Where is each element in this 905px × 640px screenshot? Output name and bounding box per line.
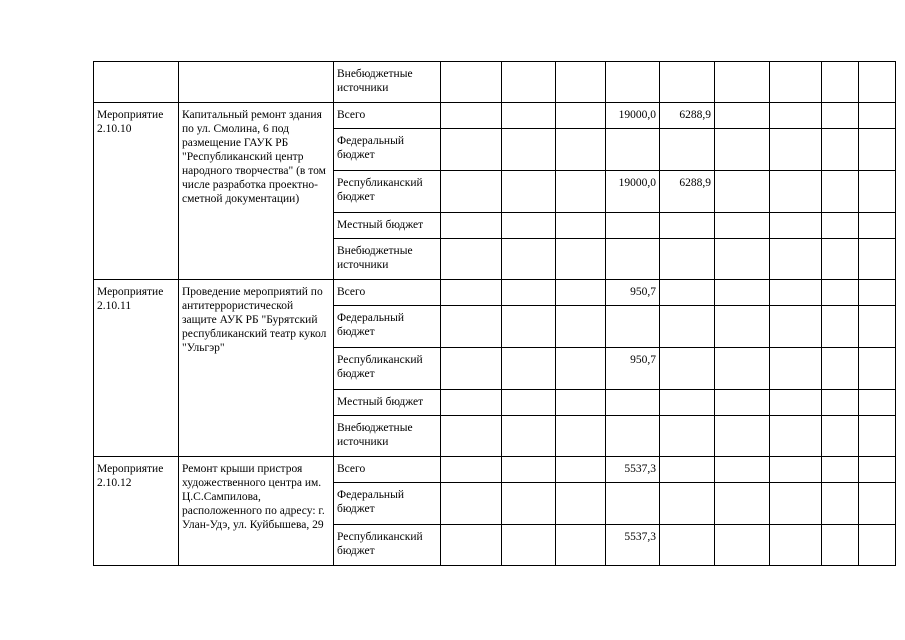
value-cell [556, 390, 606, 416]
value-cell [770, 213, 822, 239]
table-row [94, 103, 896, 129]
value-cell [556, 129, 606, 171]
value-cell [770, 457, 822, 483]
value-cell [770, 525, 822, 566]
value-cell [556, 348, 606, 390]
value-cell [606, 306, 660, 348]
value-cell [859, 390, 896, 416]
funding-source-cell: Внебюджетные источники [334, 62, 441, 103]
activity-cell: Мероприятие 2.10.11 [94, 280, 179, 457]
value-cell [660, 348, 715, 390]
value-cell [556, 62, 606, 103]
value-cell [859, 103, 896, 129]
funding-source-cell: Федеральный бюджет [334, 129, 441, 171]
value-cell [660, 62, 715, 103]
value-cell [715, 483, 770, 525]
funding-source-cell: Федеральный бюджет [334, 483, 441, 525]
value-cell [556, 213, 606, 239]
description-cell [179, 62, 334, 103]
value-cell [606, 213, 660, 239]
value-cell [715, 525, 770, 566]
value-cell [715, 239, 770, 280]
value-cell [441, 129, 502, 171]
value-cell [822, 129, 859, 171]
value-cell [556, 239, 606, 280]
value-cell [770, 171, 822, 213]
description-cell: Капитальный ремонт здания по ул. Смолина, 6 под размещение ГАУК РБ "Республиканский центр народного творчества" (в том числе разработка проектно-сметной документации) [179, 103, 334, 280]
value-cell [441, 483, 502, 525]
description-cell: Проведение мероприятий по антитеррористической защите АУК РБ "Бурятский республиканский театр кукол "Ульгэр" [179, 280, 334, 457]
value-cell [556, 280, 606, 306]
value-cell [502, 483, 556, 525]
value-cell [822, 62, 859, 103]
value-cell [822, 390, 859, 416]
value-cell [441, 457, 502, 483]
value-cell [822, 280, 859, 306]
value-cell [859, 457, 896, 483]
table-row [94, 280, 896, 306]
value-cell [859, 348, 896, 390]
value-cell [660, 129, 715, 171]
value-cell [822, 306, 859, 348]
value-cell [715, 213, 770, 239]
value-cell [822, 348, 859, 390]
value-cell [859, 62, 896, 103]
value-cell [770, 348, 822, 390]
value-cell [715, 348, 770, 390]
value-cell [441, 416, 502, 457]
value-cell [441, 239, 502, 280]
value-cell [606, 129, 660, 171]
value-cell [502, 457, 556, 483]
activity-cell [94, 62, 179, 103]
value-cell [660, 280, 715, 306]
value-cell [715, 171, 770, 213]
table-row [94, 457, 896, 483]
value-cell [770, 306, 822, 348]
value-cell [502, 280, 556, 306]
value-cell [715, 129, 770, 171]
funding-source-cell: Республиканский бюджет [334, 348, 441, 390]
funding-source-cell: Местный бюджет [334, 390, 441, 416]
value-cell [502, 129, 556, 171]
value-cell [822, 213, 859, 239]
value-cell [859, 213, 896, 239]
funding-source-cell: Федеральный бюджет [334, 306, 441, 348]
funding-source-cell: Всего [334, 280, 441, 306]
value-cell [770, 483, 822, 525]
value-cell [441, 103, 502, 129]
funding-source-cell: Внебюджетные источники [334, 239, 441, 280]
value-cell [502, 62, 556, 103]
value-cell [715, 416, 770, 457]
funding-source-cell: Внебюджетные источники [334, 416, 441, 457]
value-cell [441, 306, 502, 348]
value-cell: 5537,3 [606, 457, 660, 483]
value-cell [822, 483, 859, 525]
funding-source-cell: Республиканский бюджет [334, 171, 441, 213]
funding-source-cell: Всего [334, 457, 441, 483]
value-cell: 5537,3 [606, 525, 660, 566]
value-cell [770, 103, 822, 129]
value-cell: 19000,0 [606, 171, 660, 213]
activity-cell: Мероприятие 2.10.12 [94, 457, 179, 566]
value-cell [502, 348, 556, 390]
value-cell [660, 483, 715, 525]
value-cell [822, 103, 859, 129]
value-cell [715, 306, 770, 348]
value-cell [502, 239, 556, 280]
value-cell [859, 280, 896, 306]
value-cell [606, 239, 660, 280]
value-cell [606, 416, 660, 457]
value-cell [770, 129, 822, 171]
value-cell [859, 416, 896, 457]
value-cell [822, 457, 859, 483]
value-cell [859, 171, 896, 213]
value-cell [606, 483, 660, 525]
value-cell [859, 129, 896, 171]
value-cell [660, 213, 715, 239]
value-cell [502, 171, 556, 213]
value-cell [502, 525, 556, 566]
value-cell [556, 171, 606, 213]
value-cell: 19000,0 [606, 103, 660, 129]
value-cell [859, 306, 896, 348]
value-cell [606, 390, 660, 416]
value-cell [660, 457, 715, 483]
value-cell [770, 390, 822, 416]
value-cell [441, 171, 502, 213]
value-cell [556, 457, 606, 483]
value-cell [441, 525, 502, 566]
value-cell [822, 525, 859, 566]
funding-source-cell: Местный бюджет [334, 213, 441, 239]
value-cell [441, 348, 502, 390]
value-cell [556, 416, 606, 457]
value-cell [770, 280, 822, 306]
value-cell [859, 525, 896, 566]
value-cell [715, 390, 770, 416]
value-cell [822, 416, 859, 457]
value-cell [556, 525, 606, 566]
value-cell [660, 239, 715, 280]
budget-table [93, 61, 896, 566]
value-cell [770, 416, 822, 457]
value-cell [859, 483, 896, 525]
value-cell [502, 390, 556, 416]
value-cell [502, 306, 556, 348]
value-cell [822, 239, 859, 280]
value-cell [502, 103, 556, 129]
value-cell [441, 390, 502, 416]
value-cell [859, 239, 896, 280]
value-cell [441, 280, 502, 306]
value-cell [660, 306, 715, 348]
value-cell [822, 171, 859, 213]
value-cell [715, 457, 770, 483]
funding-source-cell: Всего [334, 103, 441, 129]
value-cell [770, 239, 822, 280]
value-cell [502, 416, 556, 457]
value-cell: 6288,9 [660, 103, 715, 129]
value-cell: 6288,9 [660, 171, 715, 213]
value-cell [606, 62, 660, 103]
value-cell [441, 213, 502, 239]
value-cell [660, 416, 715, 457]
value-cell [715, 62, 770, 103]
table-row [94, 62, 896, 103]
value-cell [556, 483, 606, 525]
value-cell [715, 280, 770, 306]
value-cell [441, 62, 502, 103]
value-cell: 950,7 [606, 348, 660, 390]
funding-source-cell: Республиканский бюджет [334, 525, 441, 566]
value-cell [556, 103, 606, 129]
description-cell: Ремонт крыши пристроя художественного центра им. Ц.С.Сампилова, расположенного по адресу: г. Улан-Удэ, ул. Куйбышева, 29 [179, 457, 334, 566]
value-cell: 950,7 [606, 280, 660, 306]
activity-cell: Мероприятие 2.10.10 [94, 103, 179, 280]
value-cell [502, 213, 556, 239]
value-cell [556, 306, 606, 348]
value-cell [770, 62, 822, 103]
value-cell [660, 390, 715, 416]
value-cell [715, 103, 770, 129]
value-cell [660, 525, 715, 566]
